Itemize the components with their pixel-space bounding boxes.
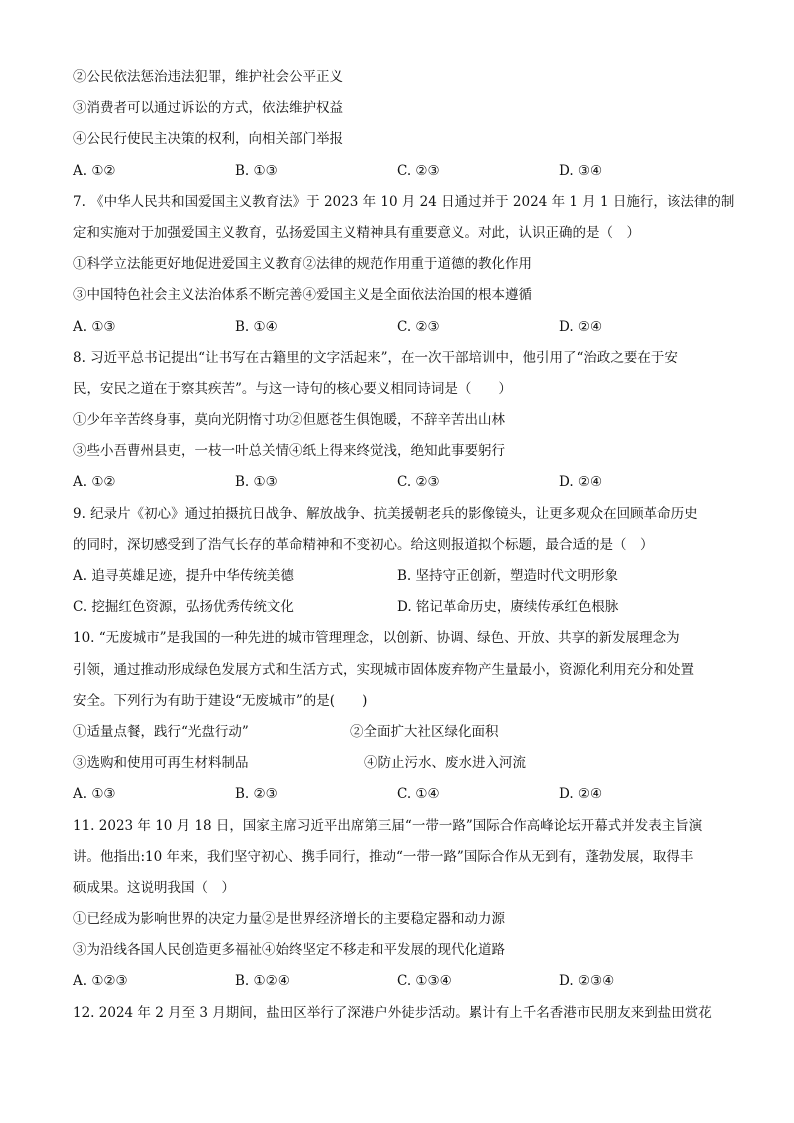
q9-options-row-1 xyxy=(73,561,723,592)
q7-stem-line-2: 定和实施对于加强爱国主义教育，弘扬爱国主义精神具有重要意义。对此，认识正确的是（ ） xyxy=(73,224,640,241)
q11-option-c[interactable]: C. ①③④ xyxy=(397,973,452,990)
q9-option-a[interactable]: A. 追寻英雄足迹，提升中华传统美德 xyxy=(73,568,294,584)
q11-items-line-2: ③为沿线各国人民创造更多福祉④始终坚定不移走和平发展的现代化道路 xyxy=(73,942,505,959)
q8-option-b[interactable]: B. ①③ xyxy=(235,474,278,491)
q12-stem-line-1: 12. 2024 年 2 月至 3 月期间，盐田区举行了深港户外徒步活动。累计有上千名香港市民朋友来到盐田赏花 xyxy=(73,1004,712,1021)
q6-item-2: ②公民依法惩治违法犯罪，维护社会公平正义 xyxy=(73,69,343,85)
q9-option-c[interactable]: C. 挖掘红色资源，弘扬优秀传统文化 xyxy=(73,599,294,616)
q11-option-d[interactable]: D. ②③④ xyxy=(559,973,615,990)
q10-items-row-1 xyxy=(73,717,723,748)
q11-option-a[interactable]: A. ①②③ xyxy=(73,973,128,990)
q10-option-b[interactable]: B. ②③ xyxy=(235,786,278,803)
q11-options xyxy=(73,966,723,997)
exam-page xyxy=(73,62,735,1029)
q8-items-line-1: ①少年辛苦终身事，莫向光阴惰寸功②但愿苍生俱饱暖，不辞辛苦出山林 xyxy=(73,412,505,429)
q7-items-line-2: ③中国特色社会主义法治体系不断完善④爱国主义是全面依法治国的根本遵循 xyxy=(73,287,532,304)
q10-stem-line-2: 引领，通过推动形成绿色发展方式和生活方式，实现城市固体废弃物产生量最小，资源化利用充分和处置 xyxy=(73,661,694,678)
q10-item-1: ①适量点餐，践行“光盘行动” xyxy=(73,723,249,740)
q7-items-line-1: ①科学立法能更好地促进爱国主义教育②法律的规范作用重于道德的教化作用 xyxy=(73,256,532,273)
q8-stem-line-1: 8. 习近平总书记提出“让书写在古籍里的文字活起来”，在一次干部培训中，他引用了“治政之要在于安 xyxy=(73,349,678,366)
q10-item-3: ③选购和使用可再生材料制品 xyxy=(73,755,249,772)
q10-item-4: ④防止污水、废水进入河流 xyxy=(364,755,526,772)
q11-stem-line-3: 硕成果。这说明我国（ ） xyxy=(73,879,235,896)
q9-option-d[interactable]: D. 铭记革命历史，赓续传承红色根脉 xyxy=(397,599,619,616)
q7-option-b[interactable]: B. ①④ xyxy=(235,318,278,335)
q6-option-b[interactable]: B. ①③ xyxy=(235,162,278,179)
q6-options xyxy=(73,156,723,187)
q9-option-b[interactable]: B. 坚持守正创新，塑造时代文明形象 xyxy=(397,568,619,584)
q8-stem-line-2: 民，安民之道在于察其疾苦”。与这一诗句的核心要义相同诗词是（ ） xyxy=(73,380,512,397)
q11-items-line-1: ①已经成为影响世界的决定力量②是世界经济增长的主要稳定器和动力源 xyxy=(73,911,505,928)
q6-option-d[interactable]: D. ③④ xyxy=(559,162,603,179)
q10-stem-line-3: 安全。下列行为有助于建设“无废城市”的是( ) xyxy=(73,692,368,709)
q8-option-d[interactable]: D. ②④ xyxy=(559,474,603,491)
q9-options-row-2 xyxy=(73,592,723,623)
q10-option-d[interactable]: D. ②④ xyxy=(559,786,603,803)
q8-options xyxy=(73,467,723,498)
q10-option-a[interactable]: A. ①③ xyxy=(73,786,116,803)
q9-stem-line-2: 的同时，深切感受到了浩气长存的革命精神和不变初心。给这则报道拟个标题，最合适的是（ ） xyxy=(73,536,654,553)
q6-option-c[interactable]: C. ②③ xyxy=(397,162,440,179)
q8-option-c[interactable]: C. ②③ xyxy=(397,474,440,491)
q10-options xyxy=(73,779,723,810)
q11-stem-line-2: 讲。他指出:10 年来，我们坚守初心、携手同行，推动“一带一路”国际合作从无到有，蓬勃发展，取得丰 xyxy=(73,848,694,865)
q9-stem-line-1: 9. 纪录片《初心》通过拍摄抗日战争、解放战争、抗美援朝老兵的影像镜头，让更多观众在回顾革命历史 xyxy=(73,505,698,522)
q10-option-c[interactable]: C. ①④ xyxy=(397,786,440,803)
q10-stem-line-1: 10. “无废城市”是我国的一种先进的城市管理理念，以创新、协调、绿色、开放、共享的新发展理念为 xyxy=(73,630,680,647)
q7-stem-line-1: 7. 《中华人民共和国爱国主义教育法》于 2023 年 10 月 24 日通过并于 2024 年 1 月 1 日施行，该法律的制 xyxy=(73,193,735,210)
q6-item-4: ④公民行使民主决策的权利，向相关部门举报 xyxy=(73,131,343,148)
q6-item-3: ③消费者可以通过诉讼的方式，依法维护权益 xyxy=(73,100,343,117)
q7-option-c[interactable]: C. ②③ xyxy=(397,318,440,335)
q7-option-d[interactable]: D. ②④ xyxy=(559,318,603,335)
q10-item-2: ②全面扩大社区绿化面积 xyxy=(350,723,499,740)
q8-option-a[interactable]: A. ①② xyxy=(73,474,116,491)
q11-option-b[interactable]: B. ①②④ xyxy=(235,973,290,990)
q8-items-line-2: ③些小吾曹州县吏，一枝一叶总关情④纸上得来终觉浅，绝知此事要躬行 xyxy=(73,443,505,460)
q6-option-a[interactable]: A. ①② xyxy=(73,162,116,179)
q11-stem-line-1: 11. 2023 年 10 月 18 日，国家主席习近平出席第三届“一带一路”国际合作高峰论坛开幕式并发表主旨演 xyxy=(73,817,703,834)
q7-options xyxy=(73,312,723,343)
q7-option-a[interactable]: A. ①③ xyxy=(73,318,116,335)
q10-items-row-2 xyxy=(73,748,723,779)
